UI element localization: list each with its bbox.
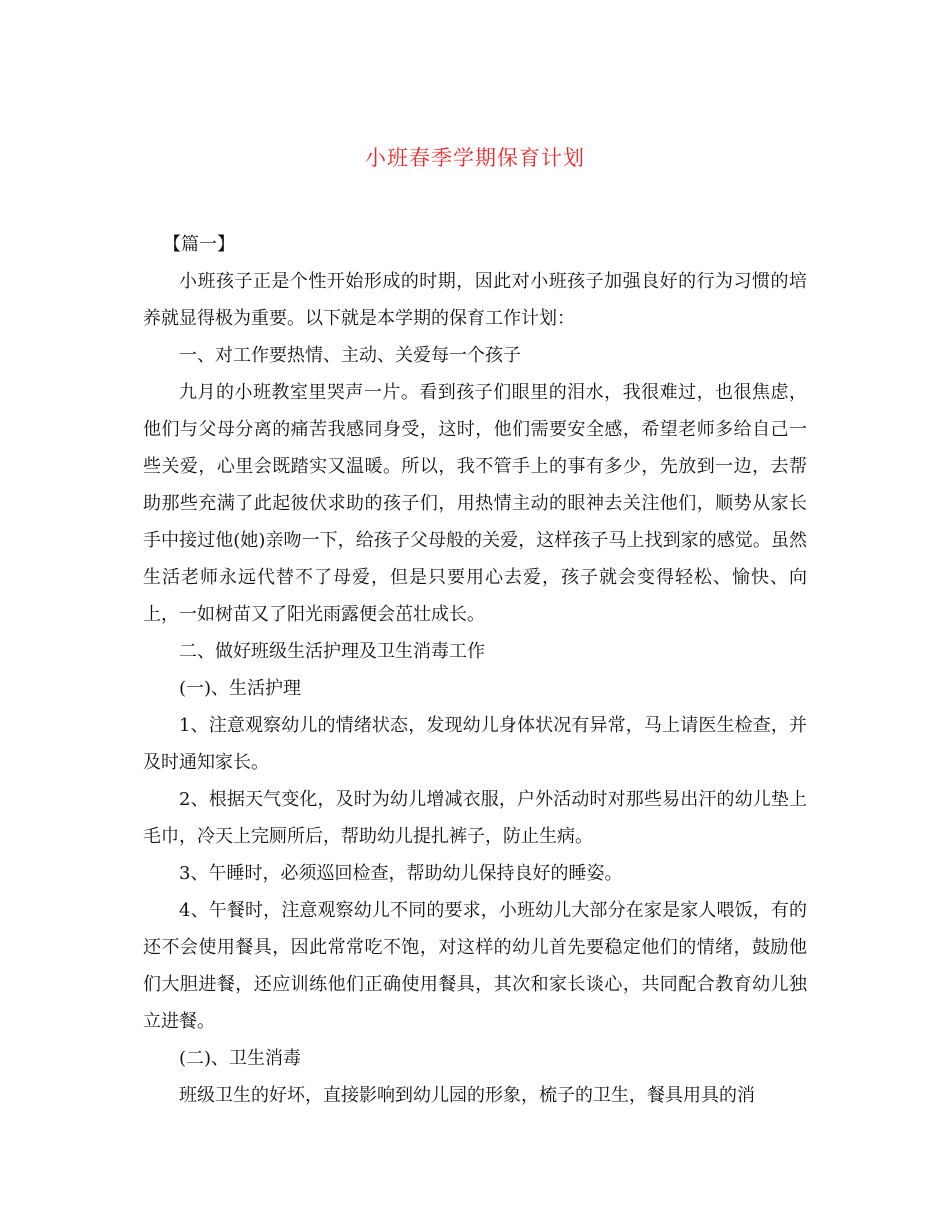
list-item-2: 2、根据天气变化，及时为幼儿增减衣服，户外活动时对那些易出汗的幼儿垫上毛巾，冷天上完厕所后，帮助幼儿提扎裤子，防止生病。 <box>143 789 807 847</box>
document-body <box>143 226 807 1114</box>
list-item-4: 4、午餐时，注意观察幼儿不同的要求，小班幼儿大部分在家是家人喂饭，有的还不会使用餐具，因此常常吃不饱，对这样的幼儿首先要稳定他们的情绪，鼓励他们大胆进餐，还应训练他们正确使用餐具，其次和家长谈心，共同配合教育幼儿独立进餐。 <box>143 900 807 1032</box>
section-label: 【篇一】 <box>163 234 235 255</box>
heading-section-2: 二、做好班级生活护理及卫生消毒工作 <box>179 641 485 662</box>
intro-paragraph: 小班孩子正是个性开始形成的时期，因此对小班孩子加强良好的行为习惯的培养就显得极为重要。以下就是本学期的保育工作计划： <box>143 271 807 329</box>
list-item-3: 3、午睡时，必须巡回检查，帮助幼儿保持良好的睡姿。 <box>179 863 623 884</box>
subheading-life-care: (一)、生活护理 <box>179 678 302 699</box>
paragraph-section-1: 九月的小班教室里哭声一片。看到孩子们眼里的泪水，我很难过，也很焦虑，他们与父母分离的痛苦我感同身受，这时，他们需要安全感，希望老师多给自己一些关爱，心里会既踏实又温暖。所以，我不管手上的事有多少，先放到一边，去帮助那些充满了此起彼伏求助的孩子们，用热情主动的眼神去关注他们，顺势从家长手中接过他(她)亲吻一下，给孩子父母般的关爱，这样孩子马上找到家的感觉。虽然生活老师永远代替不了母爱，但是只要用心去爱，孩子就会变得轻松、愉快、向上，一如树苗又了阳光雨露便会茁壮成长。 <box>143 382 807 625</box>
list-item-1: 1、注意观察幼儿的情绪状态，发现幼儿身体状况有异常，马上请医生检查，并及时通知家长。 <box>143 715 807 773</box>
heading-section-1: 一、对工作要热情、主动、关爱每一个孩子 <box>179 345 521 366</box>
subheading-hygiene: (二)、卫生消毒 <box>179 1048 302 1069</box>
paragraph-hygiene: 班级卫生的好坏，直接影响到幼儿园的形象，梳子的卫生，餐具用具的消 <box>179 1085 755 1106</box>
page-title: 小班春季学期保育计划 <box>365 146 585 170</box>
